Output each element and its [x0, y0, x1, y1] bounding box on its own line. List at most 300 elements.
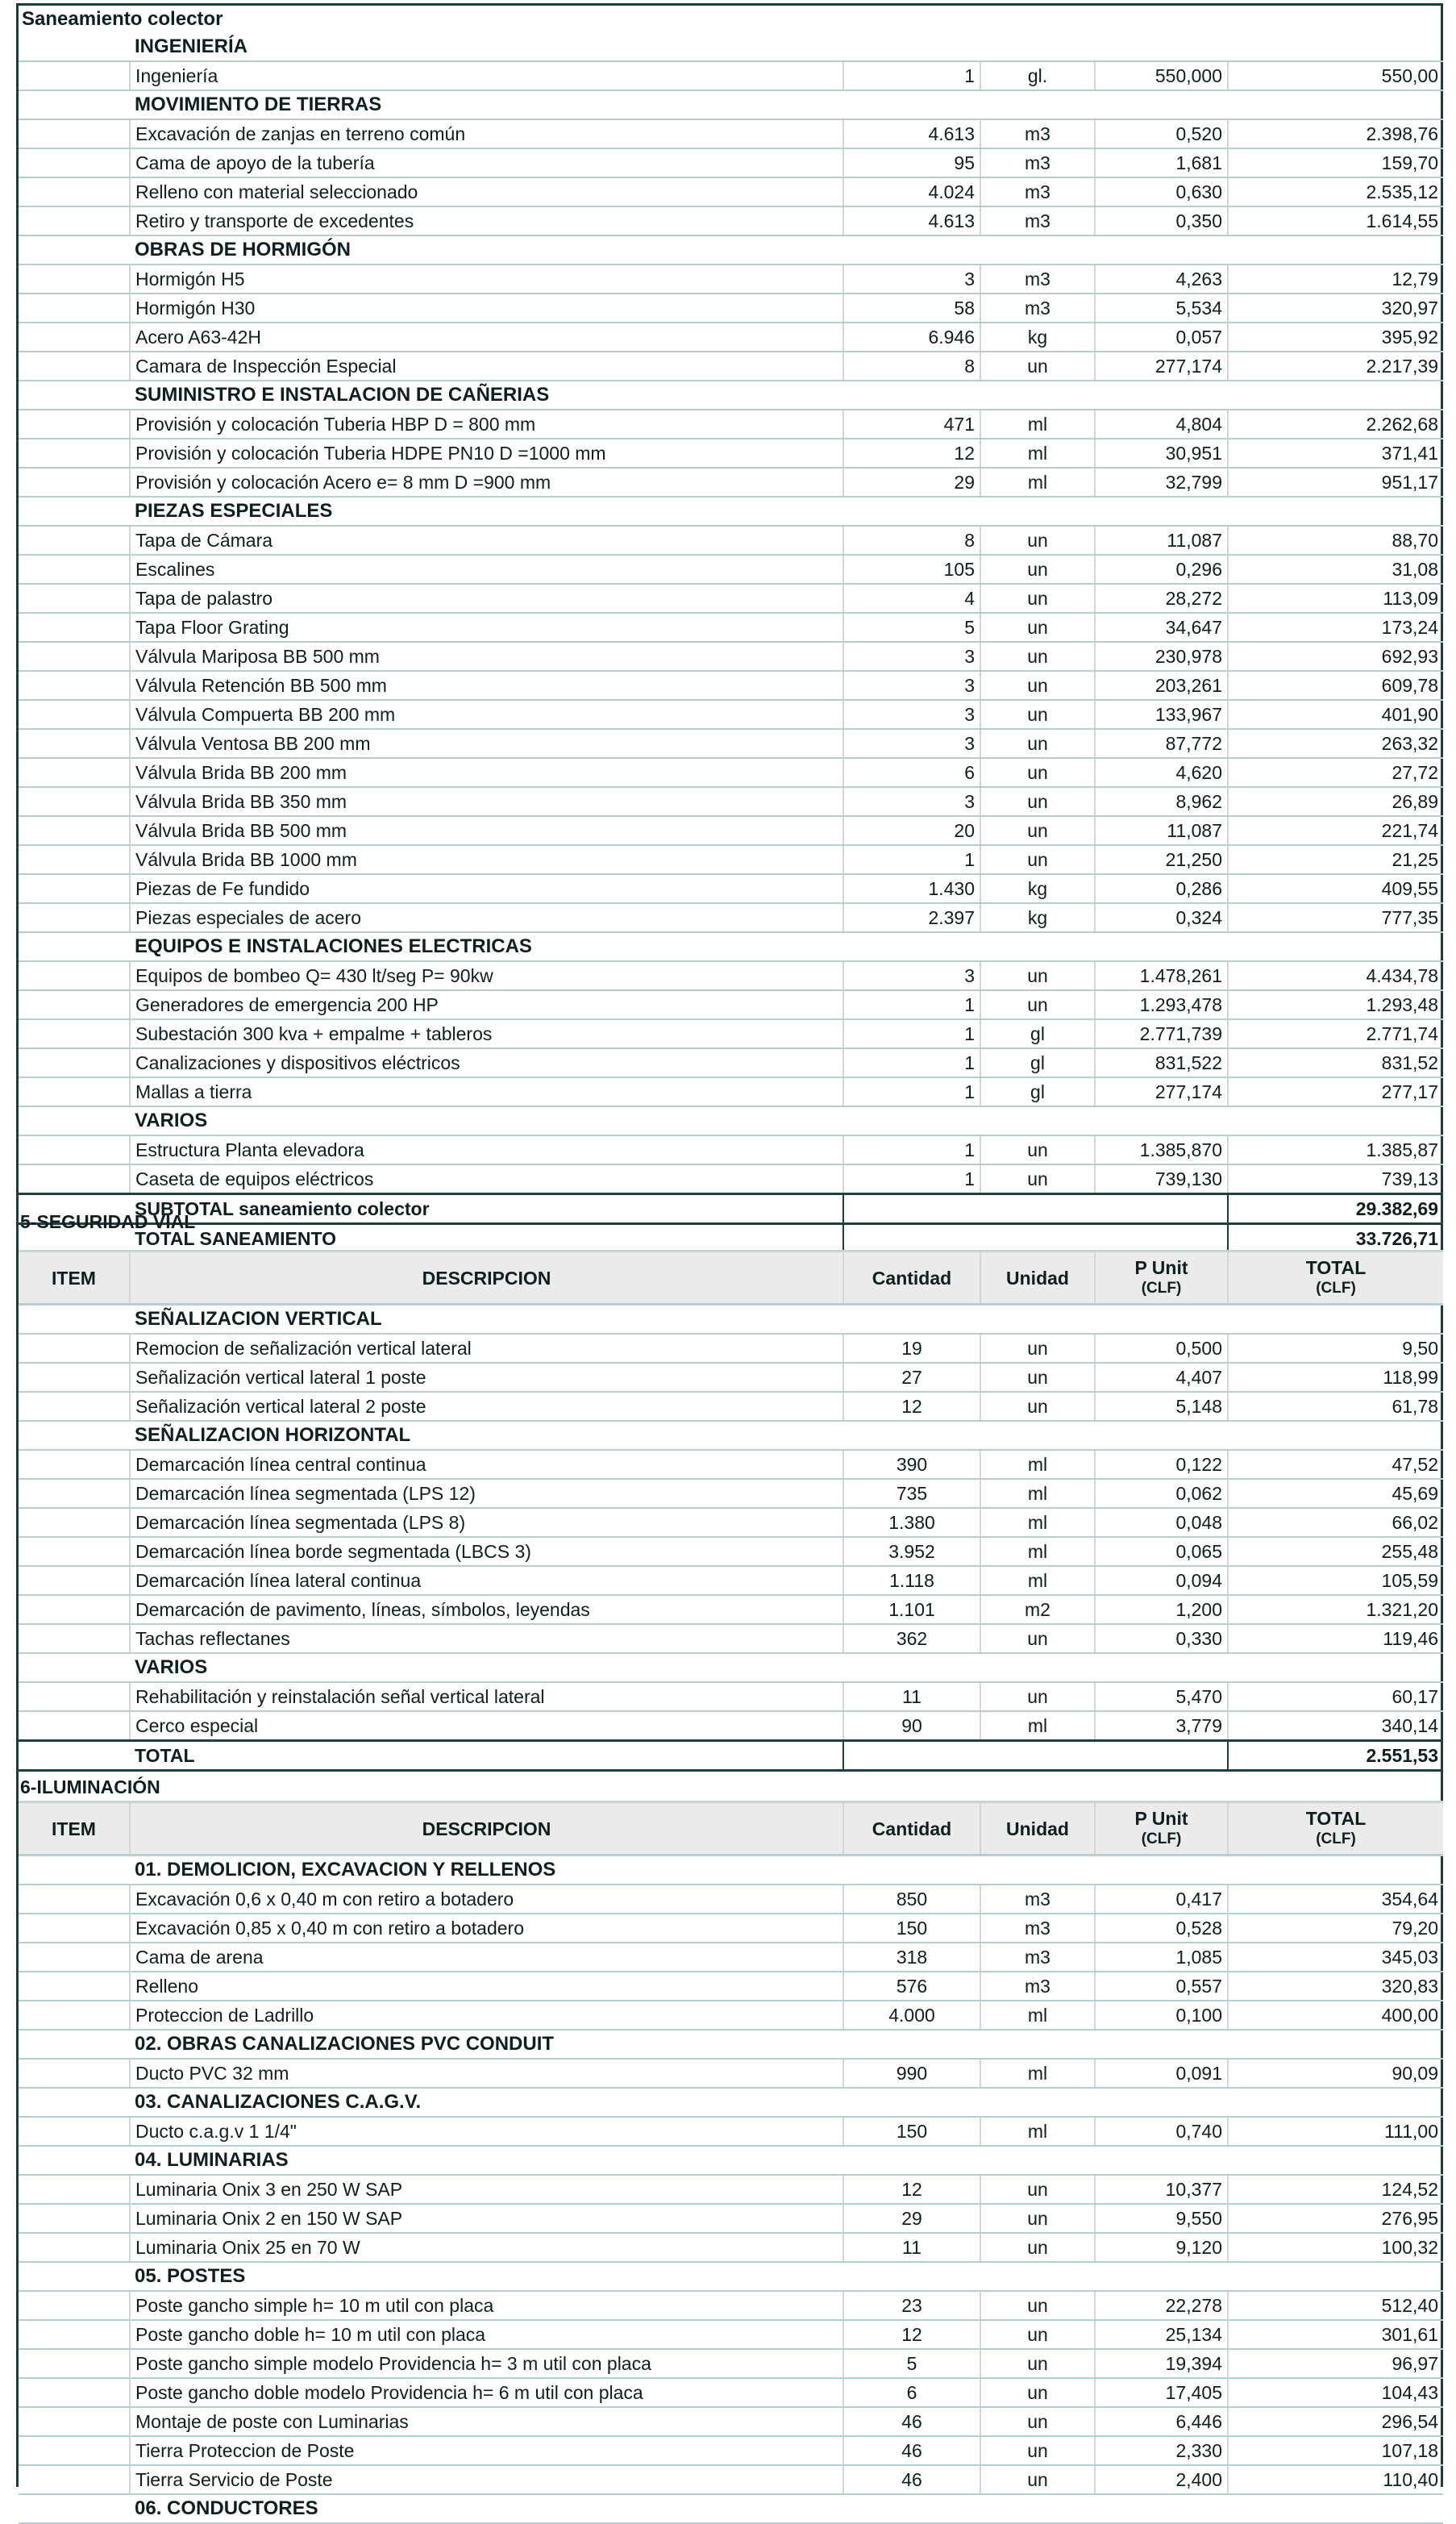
table-row [19, 613, 1443, 642]
quantity-cell: 1.380 [843, 1508, 980, 1537]
table-row [19, 816, 1443, 845]
quantity-cell: 576 [843, 1972, 980, 2001]
quantity-cell: 150 [843, 2117, 980, 2146]
total-cell: 110,40 [1228, 2465, 1443, 2494]
group-header-row [19, 1106, 1443, 1135]
group-header-row [19, 2146, 1443, 2175]
saneamiento-title-row [19, 6, 1443, 33]
item-cell [19, 1363, 130, 1392]
unit-price-cell: 277,174 [1095, 1077, 1228, 1106]
table-row [19, 61, 1443, 90]
description-cell: Estructura Planta elevadora [130, 1135, 843, 1164]
quantity-cell: 1 [843, 1077, 980, 1106]
total-cell: 124,52 [1228, 2175, 1443, 2204]
unit-cell: un [980, 526, 1095, 555]
unit-cell: un [980, 2436, 1095, 2465]
item-cell [19, 235, 130, 264]
unit-cell: un [980, 2233, 1095, 2262]
unit-cell: un [980, 1164, 1095, 1194]
group-name: 05. POSTES [130, 2262, 1443, 2291]
total-cell: 395,92 [1228, 323, 1443, 352]
item-cell [19, 1566, 130, 1595]
quantity-cell: 4.613 [843, 119, 980, 148]
unit-price-cell: 550,000 [1095, 61, 1228, 90]
unit-cell: un [980, 729, 1095, 758]
unit-cell: m3 [980, 119, 1095, 148]
column-header-item: ITEM [19, 1252, 130, 1305]
description-cell: Ducto c.a.g.v 1 1/4" [130, 2117, 843, 2146]
quantity-cell: 11 [843, 2233, 980, 2262]
unit-price-cell: 203,261 [1095, 671, 1228, 700]
total-cell: 951,17 [1228, 468, 1443, 497]
unit-cell: un [980, 2407, 1095, 2436]
table-row [19, 642, 1443, 671]
table-row [19, 961, 1443, 990]
punit-label: P Unit [1134, 1807, 1188, 1829]
item-cell [19, 526, 130, 555]
description-cell: Cerco especial [130, 1711, 843, 1741]
quantity-cell: 990 [843, 2059, 980, 2088]
description-cell: Tierra Proteccion de Poste [130, 2436, 843, 2465]
unit-price-cell: 4,620 [1095, 758, 1228, 787]
item-cell [19, 1595, 130, 1624]
unit-cell: un [980, 845, 1095, 874]
table-row [19, 1914, 1443, 1943]
total-cell: 400,00 [1228, 2001, 1443, 2030]
unit-cell: ml [980, 1537, 1095, 1566]
column-header-punit [1095, 1802, 1228, 1856]
item-cell [19, 294, 130, 323]
group-name: VARIOS [130, 1106, 1443, 1135]
table-row [19, 119, 1443, 148]
subtotal-row-value: 29.382,69 [1228, 1194, 1443, 1224]
total-cell: 105,59 [1228, 1566, 1443, 1595]
item-cell [19, 2175, 130, 2204]
total-seguridad-vial-row [19, 1741, 1443, 1771]
subtotal-row-blank [843, 1194, 1228, 1224]
total-cell: 340,14 [1228, 1711, 1443, 1741]
table-row [19, 1164, 1443, 1194]
unit-price-cell: 0,100 [1095, 2001, 1228, 2030]
quantity-cell: 8 [843, 352, 980, 381]
total-label: TOTAL [1305, 1256, 1367, 1278]
unit-price-cell: 277,174 [1095, 352, 1228, 381]
total-currency: (CLF) [1316, 1279, 1356, 1297]
total-cell: 100,32 [1228, 2233, 1443, 2262]
item-cell [19, 2146, 130, 2175]
unit-price-cell: 1,681 [1095, 148, 1228, 177]
description-cell: Demarcación línea segmentada (LPS 12) [130, 1479, 843, 1508]
table-row [19, 671, 1443, 700]
unit-cell: un [980, 642, 1095, 671]
table-row [19, 2117, 1443, 2146]
total-cell: 9,50 [1228, 1334, 1443, 1363]
item-cell [19, 1885, 130, 1914]
unit-price-cell: 230,978 [1095, 642, 1228, 671]
total-cell: 61,78 [1228, 1392, 1443, 1421]
unit-cell: un [980, 2465, 1095, 2494]
group-name: 04. LUMINARIAS [130, 2146, 1443, 2175]
punit-currency: (CLF) [1141, 1279, 1182, 1297]
column-header-descripcion: DESCRIPCION [130, 1802, 843, 1856]
table-row [19, 2059, 1443, 2088]
unit-price-cell: 19,394 [1095, 2349, 1228, 2378]
total-cell: 2.262,68 [1228, 410, 1443, 439]
item-cell [19, 584, 130, 613]
description-cell: Rehabilitación y reinstalación señal vertical lateral [130, 1682, 843, 1711]
table-row [19, 758, 1443, 787]
item-cell [19, 1048, 130, 1077]
unit-cell: kg [980, 903, 1095, 932]
item-cell [19, 381, 130, 410]
table-row [19, 700, 1443, 729]
unit-cell: un [980, 2204, 1095, 2233]
item-cell [19, 1421, 130, 1450]
table-row [19, 1972, 1443, 2001]
total-cell: 2.217,39 [1228, 352, 1443, 381]
item-cell [19, 410, 130, 439]
table-row [19, 729, 1443, 758]
description-cell: Relleno con material seleccionado [130, 177, 843, 206]
table-row [19, 787, 1443, 816]
unit-cell: un [980, 1334, 1095, 1363]
unit-price-cell: 0,330 [1095, 1624, 1228, 1653]
item-cell [19, 2349, 130, 2378]
unit-price-cell: 5,534 [1095, 294, 1228, 323]
item-cell [19, 1077, 130, 1106]
item-cell [19, 1537, 130, 1566]
total-cell: 45,69 [1228, 1479, 1443, 1508]
description-cell: Señalización vertical lateral 1 poste [130, 1363, 843, 1392]
table-row [19, 2233, 1443, 2262]
description-cell: Poste gancho simple modelo Providencia h= 3 m util con placa [130, 2349, 843, 2378]
description-cell: Tapa Floor Grating [130, 613, 843, 642]
quantity-cell: 46 [843, 2407, 980, 2436]
description-cell: Piezas de Fe fundido [130, 874, 843, 903]
table-row [19, 1537, 1443, 1566]
unit-cell: m3 [980, 148, 1095, 177]
description-cell: Escalines [130, 555, 843, 584]
saneamiento-title: Saneamiento colector [22, 8, 223, 30]
quantity-cell: 4.000 [843, 2001, 980, 2030]
unit-price-cell: 0,630 [1095, 177, 1228, 206]
item-cell [19, 2059, 130, 2088]
item-cell [19, 1106, 130, 1135]
total-cell: 401,90 [1228, 700, 1443, 729]
total-cell: 96,97 [1228, 2349, 1443, 2378]
unit-cell: un [980, 1682, 1095, 1711]
table-row [19, 1077, 1443, 1106]
budget-sheet [16, 3, 1443, 2519]
total-cell: 107,18 [1228, 2436, 1443, 2465]
column-header-item: ITEM [19, 1802, 130, 1856]
group-header-row [19, 497, 1443, 526]
quantity-cell: 6 [843, 758, 980, 787]
item-cell [19, 264, 130, 294]
unit-price-cell: 6,446 [1095, 2407, 1228, 2436]
group-header-row [19, 235, 1443, 264]
quantity-cell: 390 [843, 1450, 980, 1479]
unit-price-cell: 1.385,870 [1095, 1135, 1228, 1164]
unit-price-cell: 87,772 [1095, 729, 1228, 758]
group-name: SUMINISTRO E INSTALACION DE CAÑERIAS [130, 381, 1443, 410]
quantity-cell: 3.952 [843, 1537, 980, 1566]
quantity-cell: 58 [843, 294, 980, 323]
unit-cell: m3 [980, 264, 1095, 294]
total-currency: (CLF) [1316, 1830, 1356, 1847]
unit-price-cell: 739,130 [1095, 1164, 1228, 1194]
unit-cell: ml [980, 2001, 1095, 2030]
unit-price-cell: 0,557 [1095, 1972, 1228, 2001]
group-name: 06. CONDUCTORES [130, 2494, 1443, 2523]
total-cell: 1.293,48 [1228, 990, 1443, 1019]
unit-price-cell: 8,962 [1095, 787, 1228, 816]
description-cell: Camara de Inspección Especial [130, 352, 843, 381]
quantity-cell: 5 [843, 2349, 980, 2378]
table-row [19, 264, 1443, 294]
description-cell: Señalización vertical lateral 2 poste [130, 1392, 843, 1421]
subtotal-row-label: SUBTOTAL saneamiento colector [130, 1194, 843, 1224]
table-row [19, 2436, 1443, 2465]
total-cell: 739,13 [1228, 1164, 1443, 1194]
item-cell [19, 1334, 130, 1363]
unit-cell: un [980, 671, 1095, 700]
unit-cell: un [980, 961, 1095, 990]
item-cell [19, 177, 130, 206]
unit-price-cell: 0,122 [1095, 1450, 1228, 1479]
quantity-cell: 3 [843, 642, 980, 671]
unit-price-cell: 22,278 [1095, 2291, 1228, 2320]
item-cell [19, 1914, 130, 1943]
quantity-cell: 27 [843, 1363, 980, 1392]
quantity-cell: 1.101 [843, 1595, 980, 1624]
unit-cell: ml [980, 410, 1095, 439]
unit-cell: un [980, 1624, 1095, 1653]
item-cell [19, 1392, 130, 1421]
column-header-punit [1095, 1252, 1228, 1305]
seguridad-vial-body [19, 1305, 1443, 1771]
description-cell: Válvula Brida BB 500 mm [130, 816, 843, 845]
unit-cell: un [980, 2378, 1095, 2407]
quantity-cell: 3 [843, 961, 980, 990]
group-name: INGENIERÍA [130, 33, 1443, 61]
description-cell: Canalizaciones y dispositivos eléctricos [130, 1048, 843, 1077]
unit-cell: un [980, 2349, 1095, 2378]
item-cell [19, 2320, 130, 2349]
description-cell: Remocion de señalización vertical lateral [130, 1334, 843, 1363]
description-cell: Tapa de Cámara [130, 526, 843, 555]
item-cell [19, 1943, 130, 1972]
unit-price-cell: 30,951 [1095, 439, 1228, 468]
item-cell [19, 990, 130, 1019]
total-cell: 47,52 [1228, 1450, 1443, 1479]
item-cell [19, 206, 130, 235]
unit-cell: kg [980, 323, 1095, 352]
unit-cell: kg [980, 874, 1095, 903]
quantity-cell: 1.118 [843, 1566, 980, 1595]
description-cell: Generadores de emergencia 200 HP [130, 990, 843, 1019]
unit-price-cell: 133,967 [1095, 700, 1228, 729]
total-cell: 66,02 [1228, 1508, 1443, 1537]
total-cell: 345,03 [1228, 1943, 1443, 1972]
description-cell: Provisión y colocación Acero e= 8 mm D =900 mm [130, 468, 843, 497]
item-cell [19, 1972, 130, 2001]
table-row [19, 874, 1443, 903]
description-cell: Válvula Compuerta BB 200 mm [130, 700, 843, 729]
item-cell [19, 1682, 130, 1711]
total-cell: 371,41 [1228, 439, 1443, 468]
column-header-unidad: Unidad [980, 1802, 1095, 1856]
description-cell: Montaje de poste con Luminarias [130, 2407, 843, 2436]
table-row [19, 1943, 1443, 1972]
unit-price-cell: 0,062 [1095, 1479, 1228, 1508]
unit-price-cell: 17,405 [1095, 2378, 1228, 2407]
unit-cell: ml [980, 2059, 1095, 2088]
unit-cell: m2 [980, 1595, 1095, 1624]
unit-price-cell: 9,550 [1095, 2204, 1228, 2233]
unit-cell: m3 [980, 1914, 1095, 1943]
table-row [19, 148, 1443, 177]
unit-price-cell: 1,200 [1095, 1595, 1228, 1624]
group-header-row [19, 2088, 1443, 2117]
item-cell [19, 1450, 130, 1479]
table-row [19, 1885, 1443, 1914]
total-cell: 31,08 [1228, 555, 1443, 584]
unit-price-cell: 4,263 [1095, 264, 1228, 294]
unit-cell: un [980, 700, 1095, 729]
iluminacion-header-row [19, 1802, 1443, 1856]
description-cell: Válvula Brida BB 350 mm [130, 787, 843, 816]
table-row [19, 526, 1443, 555]
table-row [19, 294, 1443, 323]
unit-cell: m3 [980, 1943, 1095, 1972]
unit-cell: un [980, 352, 1095, 381]
total-cell: 173,24 [1228, 613, 1443, 642]
total-cell: 320,97 [1228, 294, 1443, 323]
item-cell [19, 61, 130, 90]
group-name: 02. OBRAS CANALIZACIONES PVC CONDUIT [130, 2030, 1443, 2059]
quantity-cell: 6 [843, 2378, 980, 2407]
item-cell [19, 2233, 130, 2262]
unit-cell: ml [980, 1450, 1095, 1479]
unit-price-cell: 4,407 [1095, 1363, 1228, 1392]
total-cell: 1.614,55 [1228, 206, 1443, 235]
quantity-cell: 3 [843, 787, 980, 816]
unit-cell: ml [980, 1479, 1095, 1508]
description-cell: Luminaria Onix 2 en 150 W SAP [130, 2204, 843, 2233]
total-cell: 277,17 [1228, 1077, 1443, 1106]
item-cell [19, 2117, 130, 2146]
group-header-row [19, 1653, 1443, 1682]
group-header-row [19, 932, 1443, 961]
description-cell: Equipos de bombeo Q= 430 lt/seg P= 90kw [130, 961, 843, 990]
total-cell: 354,64 [1228, 1885, 1443, 1914]
table-row [19, 1363, 1443, 1392]
total-cell: 831,52 [1228, 1048, 1443, 1077]
table-row [19, 1711, 1443, 1741]
total-saneamiento-row-value: 33.726,71 [1228, 1224, 1443, 1254]
description-cell: Demarcación línea lateral continua [130, 1566, 843, 1595]
quantity-cell: 105 [843, 555, 980, 584]
description-cell: Poste gancho simple h= 10 m util con placa [130, 2291, 843, 2320]
total-cell: 1.385,87 [1228, 1135, 1443, 1164]
item-cell [19, 816, 130, 845]
quantity-cell: 735 [843, 1479, 980, 1508]
item-cell [19, 903, 130, 932]
item-cell [19, 613, 130, 642]
total-cell: 255,48 [1228, 1537, 1443, 1566]
item-cell [19, 1019, 130, 1048]
unit-price-cell: 1,085 [1095, 1943, 1228, 1972]
item-cell [19, 1624, 130, 1653]
table-row [19, 2378, 1443, 2407]
description-cell: Caseta de equipos eléctricos [130, 1164, 843, 1194]
table-row [19, 1450, 1443, 1479]
quantity-cell: 23 [843, 2291, 980, 2320]
group-name: OBRAS DE HORMIGÓN [130, 235, 1443, 264]
table-row [19, 1392, 1443, 1421]
description-cell: Subestación 300 kva + empalme + tableros [130, 1019, 843, 1048]
unit-price-cell: 5,470 [1095, 1682, 1228, 1711]
group-header-row [19, 33, 1443, 61]
group-name: MOVIMIENTO DE TIERRAS [130, 90, 1443, 119]
unit-price-cell: 28,272 [1095, 584, 1228, 613]
description-cell: Cama de apoyo de la tubería [130, 148, 843, 177]
description-cell: Tapa de palastro [130, 584, 843, 613]
unit-cell: gl [980, 1048, 1095, 1077]
quantity-cell: 1 [843, 1164, 980, 1194]
quantity-cell: 8 [843, 526, 980, 555]
total-cell: 27,72 [1228, 758, 1443, 787]
item-cell [19, 642, 130, 671]
description-cell: Piezas especiales de acero [130, 903, 843, 932]
item-cell [19, 555, 130, 584]
unit-price-cell: 2,330 [1095, 2436, 1228, 2465]
unit-cell: ml [980, 1711, 1095, 1741]
unit-price-cell: 25,134 [1095, 2320, 1228, 2349]
unit-cell: un [980, 584, 1095, 613]
item-cell [19, 1711, 130, 1741]
group-name: VARIOS [130, 1653, 1443, 1682]
description-cell: Provisión y colocación Tuberia HDPE PN10 D =1000 mm [130, 439, 843, 468]
total-seguridad-vial-row-value: 2.551,53 [1228, 1741, 1443, 1771]
quantity-cell: 1 [843, 1135, 980, 1164]
quantity-cell: 90 [843, 1711, 980, 1741]
unit-cell: gl [980, 1019, 1095, 1048]
total-cell: 301,61 [1228, 2320, 1443, 2349]
item-cell [19, 1741, 130, 1771]
description-cell: Demarcación línea segmentada (LPS 8) [130, 1508, 843, 1537]
description-cell: Tierra Servicio de Poste [130, 2465, 843, 2494]
table-row [19, 410, 1443, 439]
item-cell [19, 845, 130, 874]
unit-price-cell: 0,296 [1095, 555, 1228, 584]
table-row [19, 1334, 1443, 1363]
item-cell [19, 1305, 130, 1335]
unit-cell: gl [980, 1077, 1095, 1106]
unit-cell: m3 [980, 294, 1095, 323]
quantity-cell: 4.024 [843, 177, 980, 206]
quantity-cell: 11 [843, 1682, 980, 1711]
group-header-row [19, 90, 1443, 119]
description-cell: Retiro y transporte de excedentes [130, 206, 843, 235]
table-row [19, 439, 1443, 468]
unit-cell: un [980, 816, 1095, 845]
item-cell [19, 2030, 130, 2059]
quantity-cell: 12 [843, 1392, 980, 1421]
unit-price-cell: 0,740 [1095, 2117, 1228, 2146]
quantity-cell: 1.430 [843, 874, 980, 903]
